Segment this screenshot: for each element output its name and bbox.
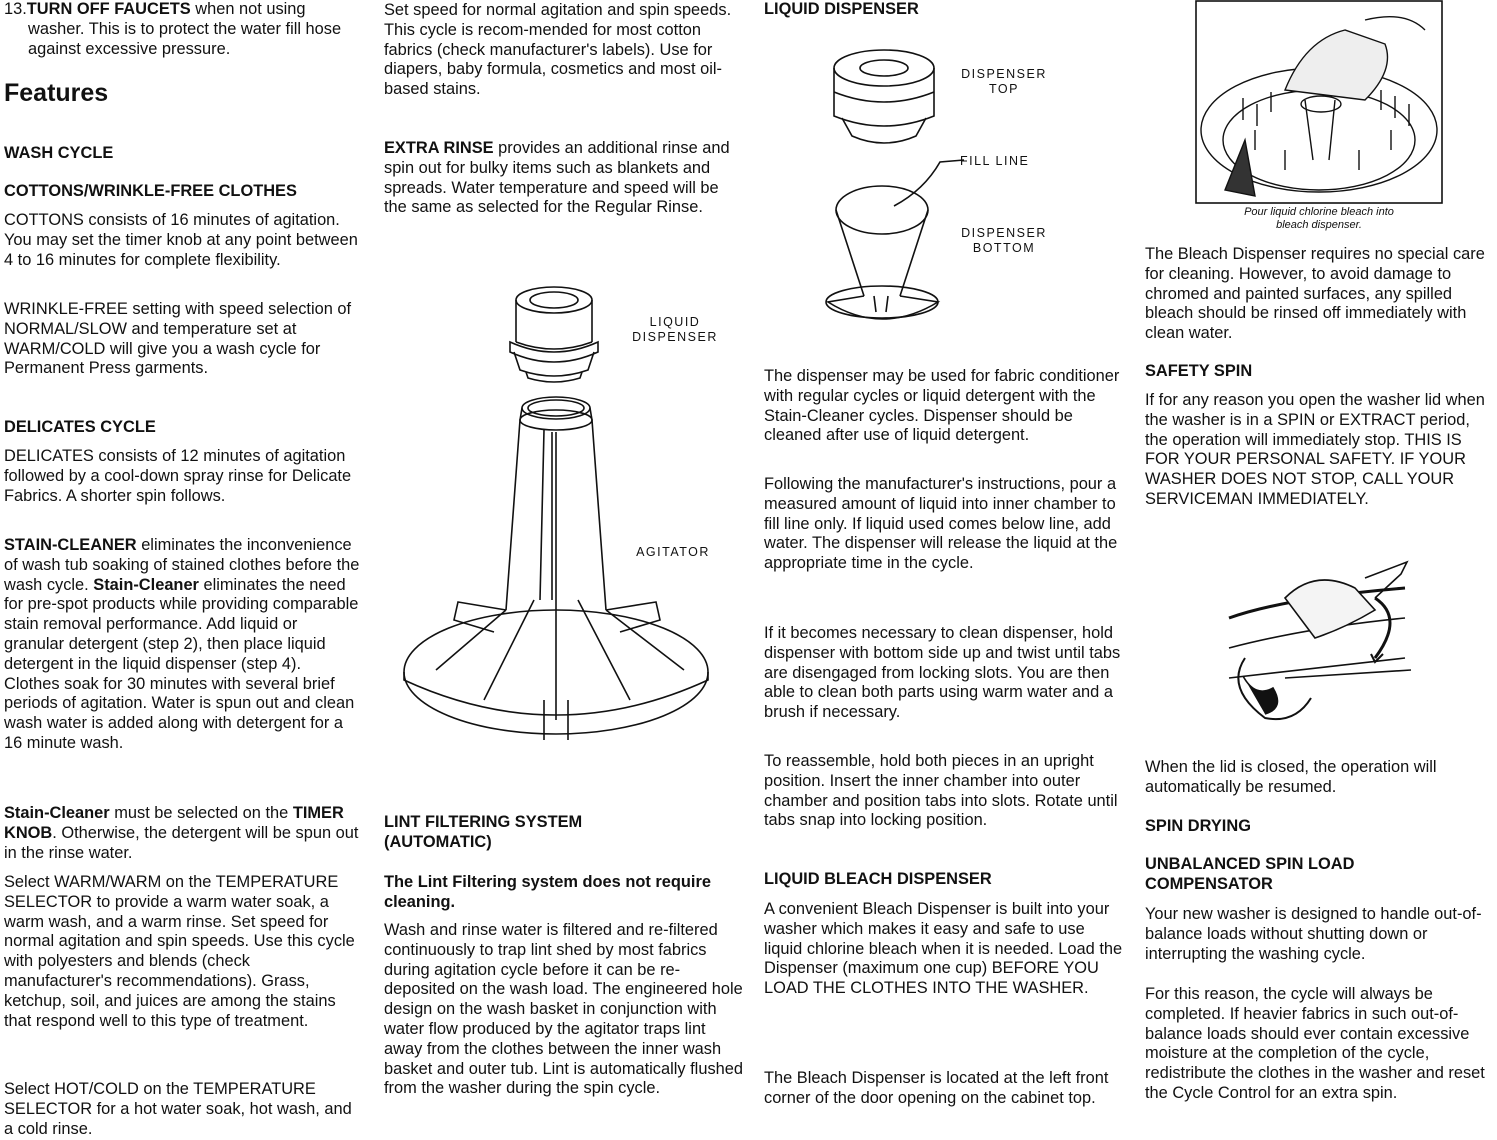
stain-cleaner-timer-text [4, 804, 360, 863]
bleach-caption [1195, 206, 1443, 232]
label-top-2: TOP [989, 82, 1019, 96]
unbalanced-heading-line-2: COMPENSATOR [1145, 874, 1273, 893]
stain-cleaner-bold: STAIN-CLEANER [4, 536, 137, 554]
timer-knob-bold: TIMER KNOB [4, 804, 344, 842]
liquid-dispenser-label [620, 315, 730, 345]
delicates-heading: DELICATES CYCLE [4, 418, 156, 436]
unbalanced-heading [1145, 855, 1497, 895]
hot-cold-text: Select HOT/COLD on the TEMPERATURE SELECTOR for a hot water soak, hot wash, and a cold rinse. [4, 1080, 352, 1138]
item-number: 13. [4, 0, 27, 18]
safety-spin-text: If for any reason you open the washer lid when the washer is in a SPIN or EXTRACT period, the operation will immediately stop. THIS IS FOR YOUR PERSONAL SAFETY. IF YOUR WASHER DOES NOT STOP, CALL YOUR SERVICEMAN IMMEDIATELY. [1145, 391, 1485, 508]
label-top-1: DISPENSER [961, 67, 1047, 81]
caption-line-2: bleach dispenser. [1276, 219, 1362, 231]
item-13-text: when not using washer. This is to protect the water fill hose against excessive pressure. [28, 0, 342, 58]
stain-cleaner-text [4, 536, 360, 754]
dispenser-p3: If it becomes necessary to clean dispenser, hold dispenser with bottom side up and twist until tabs are disengaged from locking slots. You are then able to clean both parts using warm water and a brush if necessary. [764, 624, 1121, 722]
dispenser-p2: Following the manufacturer's instructions, pour a measured amount of liquid into inner chamber to fill line only. If liquid used comes below line, add water. The dispenser will release the liquid at the appropriate time in the cycle. [764, 475, 1118, 573]
bleach-care-text: The Bleach Dispenser requires no special care for cleaning. However, to avoid damage to chromed and painted surfaces, any spilled bleach should be rinsed off immediately with clean water. [1145, 245, 1485, 343]
wash-cycle-heading: WASH CYCLE [4, 144, 114, 162]
dispenser-bottom-label [949, 226, 1059, 256]
wrinkle-free-text: WRINKLE-FREE setting with speed selection of NORMAL/SLOW and temperature set at WARM/COLD will give you a wash cycle for Permanent Press garments. [4, 300, 352, 378]
cottons-text: COTTONS consists of 16 minutes of agitation. You may set the timer knob at any point between 4 to 16 minutes for complete flexibility. [4, 211, 358, 269]
dispenser-top-label [949, 67, 1059, 97]
agitator-illustration [394, 280, 734, 760]
agitator-label: AGITATOR [636, 545, 710, 559]
spin-lid-illustration [1225, 558, 1415, 728]
unbalanced-heading-line-1: UNBALANCED SPIN LOAD [1145, 855, 1355, 873]
lint-filter-heading [384, 813, 744, 853]
stain-text-1: eliminates the inconvenience of wash tub soaking of stained clothes before the wash cycle. [4, 536, 360, 594]
extra-rinse-desc: provides an additional rinse and spin out for bulky items such as blankets and spreads. Water temperature and speed will be the same as selected for the Regular Rinse. [384, 139, 730, 217]
bleach-pour-illustration [1195, 0, 1443, 204]
stain-cleaner-bold-3: Stain-Cleaner [4, 804, 110, 822]
label-dispenser: DISPENSER [632, 330, 718, 344]
liquid-dispenser-heading: LIQUID DISPENSER [764, 0, 919, 18]
label-liquid: LIQUID [649, 315, 701, 329]
label-bottom-1: DISPENSER [961, 226, 1047, 240]
lint-text: Wash and rinse water is filtered and re-filtered continuously to trap lint shed by most fabrics during agitation cycle before it can be re-deposited on the wash load. The engineered hole design on the wash basket in conjunction with water flow produced by the agitator traps lint away from the clothes between the inner wash basket and outer tub. Lint is automatically flushed from the washer during the spin cycle. [384, 921, 743, 1098]
cottons-heading: COTTONS/WRINKLE-FREE CLOTHES [4, 182, 297, 200]
lint-subheading: The Lint Filtering system does not require cleaning. [384, 873, 711, 911]
caption-line-1: Pour liquid chlorine bleach into [1244, 206, 1394, 218]
lint-heading-line-1: LINT FILTERING SYSTEM [384, 813, 583, 831]
stain-text-2: eliminates the need for pre-spot products while providing comparable stain removal performance. Add liquid or granular detergent (step 2), then place liquid detergent in the liquid dispenser (step 4). Clothes soak for 30 minutes with several brief periods of agitation. Water is spun out and clean wash water is added along with detergent for a 16 minute wash. [4, 575, 359, 752]
unbalanced-text: Your new washer is designed to handle out-of-balance loads without shutting down or interrupting the washing cycle. [1145, 905, 1482, 963]
bleach-p2: The Bleach Dispenser is located at the left front corner of the door opening on the cabinet top. [764, 1069, 1109, 1107]
bleach-p1: A convenient Bleach Dispenser is built into your washer which makes it easy and safe to use liquid chlorine bleach when it is needed. Load the Dispenser (maximum one cup) BEFORE YOU LOAD THE CLOTHES INTO THE WASHER. [764, 900, 1123, 998]
item-13-paragraph [4, 0, 360, 59]
extra-rinse-text [384, 139, 744, 218]
dispenser-p4: To reassemble, hold both pieces in an upright position. Insert the inner chamber into outer chamber and position tabs into slots. Rotate until tabs snap into locking position. [764, 752, 1118, 830]
features-title: Features [4, 79, 109, 107]
safety-spin-heading: SAFETY SPIN [1145, 362, 1253, 380]
speed-text: Set speed for normal agitation and spin speeds. This cycle is recom-mended for most cotton fabrics (check manufacturer's labels). Use for diapers, baby formula, cosmetics and most oil-based stains. [384, 1, 732, 99]
stain2-text-1: must be selected on the [109, 804, 293, 822]
liquid-bleach-heading: LIQUID BLEACH DISPENSER [764, 870, 992, 888]
dispenser-p1: The dispenser may be used for fabric conditioner with regular cycles or liquid detergent with the Stain-Cleaner cycles. Dispenser should be cleaned after use of liquid detergent. [764, 367, 1120, 445]
warm-warm-text: Select WARM/WARM on the TEMPERATURE SELECTOR to provide a warm water soak, a warm wash, and a warm rinse. Set speed for normal agitation and spin speeds. Use this cycle with polyesters and blends (check manufacturer's recommendations). Grass, ketchup, soil, and juices are among the stains that respond well to this type of treatment. [4, 873, 355, 1030]
spin-drying-heading: SPIN DRYING [1145, 817, 1251, 835]
label-bottom-2: BOTTOM [972, 241, 1036, 255]
delicates-text: DELICATES consists of 12 minutes of agitation followed by a cool-down spray rinse for Delicate Fabrics. A shorter spin follows. [4, 447, 352, 505]
stain2-text-2: . Otherwise, the detergent will be spun out in the rinse water. [4, 823, 359, 862]
cycle-complete-text: For this reason, the cycle will always be completed. If heavier fabrics in such out-of-balance loads should ever contain excessive moisture at the completion of the cycle, redistribute the clothes in the washer and reset the Cycle Control for an extra spin. [1145, 985, 1485, 1102]
extra-rinse-bold: EXTRA RINSE [384, 139, 494, 157]
item-13-bold: TURN OFF FAUCETS [26, 0, 191, 18]
lid-closed-text: When the lid is closed, the operation will automatically be resumed. [1145, 758, 1437, 796]
fill-line-label: FILL LINE [960, 154, 1030, 168]
lint-heading-line-2: (AUTOMATIC) [384, 832, 492, 851]
stain-cleaner-bold-2: Stain-Cleaner [93, 575, 199, 594]
